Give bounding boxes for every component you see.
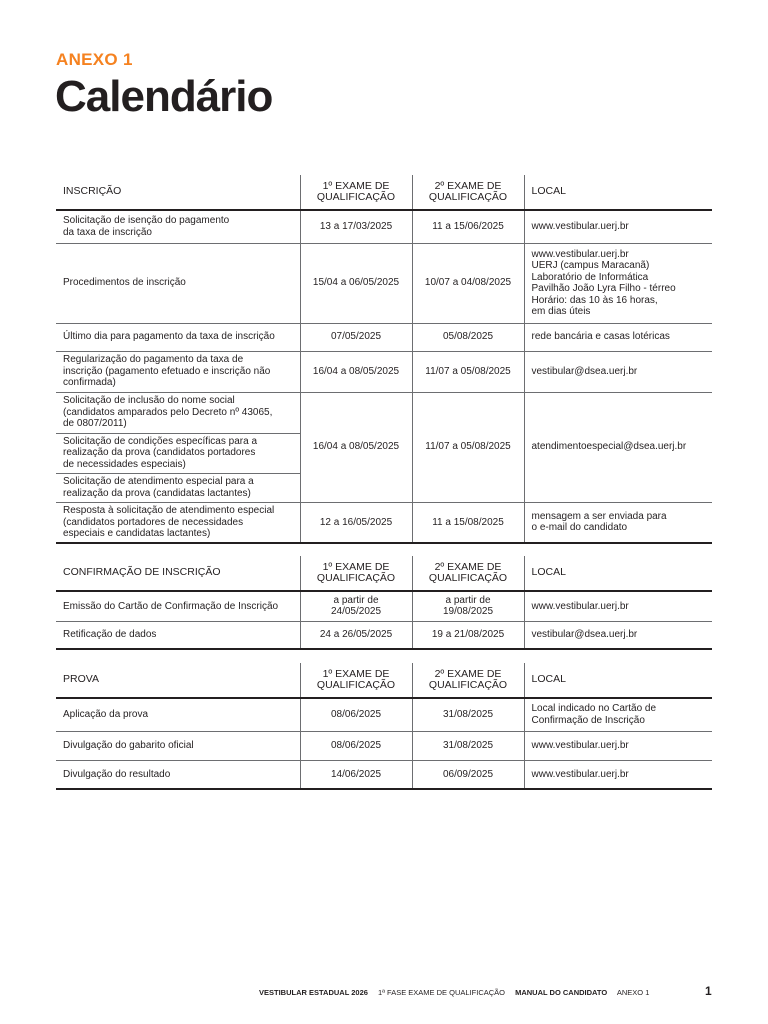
row-description: Resposta à solicitação de atendimento especial (candidatos portadores de necessidades especiais e candidatas lactantes) [56,502,300,543]
exam1-date: 08/06/2025 [300,731,412,760]
table-row [56,731,712,760]
inscricao-table [56,175,712,544]
row-local: vestibular@dsea.uerj.br [524,351,712,392]
footer-exam: VESTIBULAR ESTADUAL 2026 [259,988,368,997]
row-description: Retificação de dados [56,621,300,649]
table-row [56,210,712,243]
table-row [56,323,712,351]
row-description: Divulgação do gabarito oficial [56,731,300,760]
exam2-date: 06/09/2025 [412,760,524,789]
exam2-date: 11/07 a 05/08/2025 [412,351,524,392]
row-description: Solicitação de inclusão do nome social (candidatos amparados pelo Decreto nº 43065, de 0807/2011) [56,392,300,433]
table-row [56,392,712,433]
exam2-date: 11 a 15/08/2025 [412,502,524,543]
local-header: LOCAL [524,556,712,591]
exam1-header: 1º EXAME DE QUALIFICAÇÃO [300,663,412,698]
table-row [56,698,712,731]
exam1-date: 16/04 a 08/05/2025 [300,392,412,502]
table-row [56,502,712,543]
footer-annex: ANEXO 1 [616,988,650,997]
prova-table [56,663,712,790]
row-local: mensagem a ser enviada para o e-mail do candidato [524,502,712,543]
section-title: INSCRIÇÃO [56,175,300,210]
exam1-date: 13 a 17/03/2025 [300,210,412,243]
row-local: www.vestibular.uerj.br [524,591,712,621]
exam1-date: 24 a 26/05/2025 [300,621,412,649]
exam2-date: 31/08/2025 [412,698,524,731]
row-local: atendimentoespecial@dsea.uerj.br [524,392,712,502]
exam2-date: 11 a 15/06/2025 [412,210,524,243]
footer-manual: MANUAL DO CANDIDATO [515,988,608,997]
table-header-row [56,663,712,698]
confirmacao-table [56,556,712,650]
table-header-row [56,556,712,591]
exam1-date: 15/04 a 06/05/2025 [300,243,412,323]
table-row [56,621,712,649]
table-row [56,351,712,392]
table-header-row [56,175,712,210]
section-title: PROVA [56,663,300,698]
row-description: Procedimentos de inscrição [56,243,300,323]
exam2-date: 19 a 21/08/2025 [412,621,524,649]
exam1-date: 08/06/2025 [300,698,412,731]
exam2-date: 31/08/2025 [412,731,524,760]
exam2-header: 2º EXAME DE QUALIFICAÇÃO [412,556,524,591]
row-description: Solicitação de isenção do pagamento da taxa de inscrição [56,210,300,243]
row-local: vestibular@dsea.uerj.br [524,621,712,649]
row-description: Solicitação de atendimento especial para a realização da prova (candidatas lactantes) [56,473,300,502]
row-description: Divulgação do resultado [56,760,300,789]
row-local: www.vestibular.uerj.br [524,760,712,789]
row-local: www.vestibular.uerj.br [524,731,712,760]
row-local: Local indicado no Cartão de Confirmação de Inscrição [524,698,712,731]
row-description: Último dia para pagamento da taxa de inscrição [56,323,300,351]
table-row [56,591,712,621]
exam1-date: 12 a 16/05/2025 [300,502,412,543]
exam2-header: 2º EXAME DE QUALIFICAÇÃO [412,663,524,698]
local-header: LOCAL [524,175,712,210]
row-description: Solicitação de condições específicas para a realização da prova (candidatos portadores de necessidades especiais) [56,433,300,473]
row-description: Regularização do pagamento da taxa de inscrição (pagamento efetuado e inscrição não confirmada) [56,351,300,392]
page-title: Calendário [55,72,273,121]
footer-phase: 1ª FASE EXAME DE QUALIFICAÇÃO [378,988,505,997]
exam2-date: 05/08/2025 [412,323,524,351]
exam2-header: 2º EXAME DE QUALIFICAÇÃO [412,175,524,210]
exam2-date: a partir de 19/08/2025 [412,591,524,621]
exam1-header: 1º EXAME DE QUALIFICAÇÃO [300,175,412,210]
row-local: www.vestibular.uerj.br [524,210,712,243]
annex-label: ANEXO 1 [56,50,133,69]
row-local: rede bancária e casas lotéricas [524,323,712,351]
exam2-date: 10/07 a 04/08/2025 [412,243,524,323]
local-header: LOCAL [524,663,712,698]
exam1-date: a partir de 24/05/2025 [300,591,412,621]
exam1-date: 14/06/2025 [300,760,412,789]
table-row [56,760,712,789]
section-title: CONFIRMAÇÃO DE INSCRIÇÃO [56,556,300,591]
exam1-header: 1º EXAME DE QUALIFICAÇÃO [300,556,412,591]
exam2-date: 11/07 a 05/08/2025 [412,392,524,502]
row-description: Aplicação da prova [56,698,300,731]
exam1-date: 16/04 a 08/05/2025 [300,351,412,392]
row-description: Emissão do Cartão de Confirmação de Inscrição [56,591,300,621]
exam1-date: 07/05/2025 [300,323,412,351]
row-local: www.vestibular.uerj.br UERJ (campus Maracanã) Laboratório de Informática Pavilhão João Lyra Filho - térreo Horário: das 10 às 16 horas, em dias úteis [524,243,712,323]
page-number: 1 [705,984,712,998]
table-row [56,243,712,323]
page-footer [259,988,657,997]
